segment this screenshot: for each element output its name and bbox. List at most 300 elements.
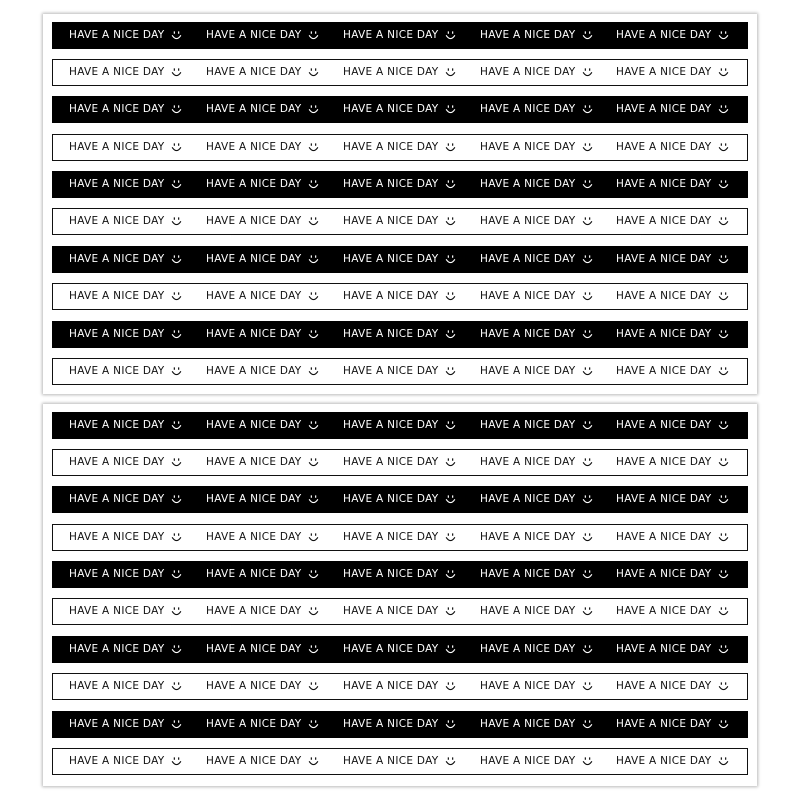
- smiley-icon: [718, 30, 729, 41]
- sticker-label: [69, 209, 182, 234]
- sticker-label-text: HAVE A NICE DAY: [206, 29, 302, 42]
- smiley-icon: [582, 420, 593, 431]
- smiley-icon: [445, 494, 456, 505]
- sticker-label-text: HAVE A NICE DAY: [206, 66, 302, 79]
- sticker-label-text: HAVE A NICE DAY: [480, 643, 576, 656]
- sticker-sheet-2: [43, 404, 757, 786]
- smiley-icon: [171, 420, 182, 431]
- smiley-icon: [171, 179, 182, 190]
- sticker-strip-light: [52, 134, 748, 161]
- sticker-label-text: HAVE A NICE DAY: [616, 328, 712, 341]
- smiley-icon: [308, 681, 319, 692]
- sticker-label-text: HAVE A NICE DAY: [480, 568, 576, 581]
- sticker-label-text: HAVE A NICE DAY: [206, 568, 302, 581]
- sticker-strip-light: [52, 598, 748, 625]
- sticker-label: [343, 749, 456, 774]
- sticker-strip-dark: [52, 711, 748, 738]
- smiley-icon: [718, 569, 729, 580]
- smiley-icon: [582, 719, 593, 730]
- sticker-label-text: HAVE A NICE DAY: [616, 680, 712, 693]
- smiley-icon: [582, 142, 593, 153]
- smiley-icon: [582, 30, 593, 41]
- sticker-label: [206, 561, 319, 588]
- sticker-label-text: HAVE A NICE DAY: [206, 290, 302, 303]
- sticker-label-text: HAVE A NICE DAY: [616, 568, 712, 581]
- sticker-label: [206, 636, 319, 663]
- sticker-label-text: HAVE A NICE DAY: [480, 66, 576, 79]
- sticker-label-text: HAVE A NICE DAY: [616, 141, 712, 154]
- sticker-sheet-1: [43, 14, 757, 394]
- sticker-label-text: HAVE A NICE DAY: [343, 419, 439, 432]
- sticker-label-text: HAVE A NICE DAY: [206, 643, 302, 656]
- smiley-icon: [445, 719, 456, 730]
- sticker-label: [206, 711, 319, 738]
- sticker-label: [69, 412, 182, 439]
- sticker-label-text: HAVE A NICE DAY: [343, 680, 439, 693]
- sticker-label: [343, 636, 456, 663]
- sticker-label-text: HAVE A NICE DAY: [616, 290, 712, 303]
- smiley-icon: [582, 329, 593, 340]
- sticker-label: [343, 412, 456, 439]
- sticker-label-text: HAVE A NICE DAY: [69, 568, 165, 581]
- smiley-icon: [308, 420, 319, 431]
- sticker-label-text: HAVE A NICE DAY: [616, 365, 712, 378]
- sticker-label: [480, 636, 593, 663]
- sticker-label-text: HAVE A NICE DAY: [69, 178, 165, 191]
- smiley-icon: [718, 644, 729, 655]
- smiley-icon: [445, 67, 456, 78]
- smiley-icon: [718, 457, 729, 468]
- smiley-icon: [171, 329, 182, 340]
- sticker-label: [206, 22, 319, 49]
- sticker-label: [206, 486, 319, 513]
- sticker-label: [616, 486, 729, 513]
- smiley-icon: [308, 366, 319, 377]
- sticker-label-text: HAVE A NICE DAY: [616, 419, 712, 432]
- sticker-label-text: HAVE A NICE DAY: [69, 755, 165, 768]
- sticker-label-text: HAVE A NICE DAY: [616, 531, 712, 544]
- smiley-icon: [171, 291, 182, 302]
- sticker-label-text: HAVE A NICE DAY: [616, 178, 712, 191]
- sticker-label-text: HAVE A NICE DAY: [343, 365, 439, 378]
- sticker-label: [69, 60, 182, 85]
- smiley-icon: [171, 569, 182, 580]
- sticker-label-text: HAVE A NICE DAY: [480, 253, 576, 266]
- sticker-label: [480, 284, 593, 309]
- sticker-strip-dark: [52, 412, 748, 439]
- sticker-label-text: HAVE A NICE DAY: [480, 178, 576, 191]
- smiley-icon: [718, 756, 729, 767]
- sticker-label-text: HAVE A NICE DAY: [206, 419, 302, 432]
- sticker-label: [343, 486, 456, 513]
- sticker-label: [480, 749, 593, 774]
- sticker-label-text: HAVE A NICE DAY: [616, 456, 712, 469]
- sticker-label: [69, 636, 182, 663]
- sticker-label: [343, 246, 456, 273]
- sticker-label-text: HAVE A NICE DAY: [69, 419, 165, 432]
- sticker-label-text: HAVE A NICE DAY: [616, 605, 712, 618]
- sticker-label: [69, 561, 182, 588]
- smiley-icon: [718, 216, 729, 227]
- sticker-label: [206, 321, 319, 348]
- smiley-icon: [582, 104, 593, 115]
- sticker-label-text: HAVE A NICE DAY: [616, 103, 712, 116]
- sticker-label-text: HAVE A NICE DAY: [69, 493, 165, 506]
- smiley-icon: [718, 719, 729, 730]
- smiley-icon: [718, 681, 729, 692]
- sticker-label: [69, 284, 182, 309]
- smiley-icon: [445, 606, 456, 617]
- sticker-label-text: HAVE A NICE DAY: [343, 215, 439, 228]
- smiley-icon: [445, 366, 456, 377]
- smiley-icon: [171, 254, 182, 265]
- sticker-label: [69, 674, 182, 699]
- sticker-label-text: HAVE A NICE DAY: [206, 531, 302, 544]
- sticker-label-text: HAVE A NICE DAY: [480, 365, 576, 378]
- sticker-label: [69, 599, 182, 624]
- smiley-icon: [308, 216, 319, 227]
- sticker-label-text: HAVE A NICE DAY: [343, 29, 439, 42]
- sticker-label-text: HAVE A NICE DAY: [343, 141, 439, 154]
- sticker-label: [616, 525, 729, 550]
- smiley-icon: [718, 532, 729, 543]
- sticker-label: [480, 321, 593, 348]
- smiley-icon: [308, 329, 319, 340]
- smiley-icon: [718, 606, 729, 617]
- smiley-icon: [171, 67, 182, 78]
- sticker-label-text: HAVE A NICE DAY: [343, 66, 439, 79]
- sticker-strip-light: [52, 283, 748, 310]
- sticker-label-text: HAVE A NICE DAY: [69, 365, 165, 378]
- smiley-icon: [582, 606, 593, 617]
- sticker-label: [206, 450, 319, 475]
- sticker-label-text: HAVE A NICE DAY: [616, 755, 712, 768]
- sticker-label-text: HAVE A NICE DAY: [343, 253, 439, 266]
- sticker-label-text: HAVE A NICE DAY: [206, 605, 302, 618]
- sticker-label-text: HAVE A NICE DAY: [69, 215, 165, 228]
- smiley-icon: [582, 366, 593, 377]
- sticker-label: [616, 711, 729, 738]
- smiley-icon: [308, 457, 319, 468]
- smiley-icon: [171, 366, 182, 377]
- sticker-label-text: HAVE A NICE DAY: [69, 718, 165, 731]
- sticker-label: [480, 135, 593, 160]
- smiley-icon: [718, 142, 729, 153]
- sticker-strip-light: [52, 449, 748, 476]
- smiley-icon: [445, 30, 456, 41]
- sticker-label-text: HAVE A NICE DAY: [69, 643, 165, 656]
- sticker-label-text: HAVE A NICE DAY: [343, 755, 439, 768]
- sticker-label: [616, 561, 729, 588]
- sticker-label-text: HAVE A NICE DAY: [343, 718, 439, 731]
- sticker-strip-light: [52, 524, 748, 551]
- sticker-label: [616, 321, 729, 348]
- sticker-label-text: HAVE A NICE DAY: [206, 456, 302, 469]
- sticker-label-text: HAVE A NICE DAY: [206, 253, 302, 266]
- smiley-icon: [308, 494, 319, 505]
- smiley-icon: [718, 179, 729, 190]
- smiley-icon: [582, 179, 593, 190]
- smiley-icon: [445, 532, 456, 543]
- sticker-label: [69, 22, 182, 49]
- sticker-label-text: HAVE A NICE DAY: [480, 456, 576, 469]
- sticker-label: [616, 674, 729, 699]
- smiley-icon: [308, 254, 319, 265]
- smiley-icon: [582, 681, 593, 692]
- smiley-icon: [718, 420, 729, 431]
- smiley-icon: [582, 644, 593, 655]
- sticker-label-text: HAVE A NICE DAY: [616, 493, 712, 506]
- smiley-icon: [445, 291, 456, 302]
- sticker-label: [616, 450, 729, 475]
- sticker-label: [616, 246, 729, 273]
- smiley-icon: [308, 644, 319, 655]
- sticker-label-text: HAVE A NICE DAY: [69, 456, 165, 469]
- sticker-label: [616, 749, 729, 774]
- sticker-label-text: HAVE A NICE DAY: [480, 605, 576, 618]
- sticker-label: [480, 525, 593, 550]
- smiley-icon: [171, 216, 182, 227]
- sticker-label-text: HAVE A NICE DAY: [69, 328, 165, 341]
- smiley-icon: [171, 494, 182, 505]
- sticker-label-text: HAVE A NICE DAY: [69, 29, 165, 42]
- sticker-label: [343, 209, 456, 234]
- smiley-icon: [445, 104, 456, 115]
- smiley-icon: [171, 104, 182, 115]
- sticker-label: [206, 674, 319, 699]
- sticker-label-text: HAVE A NICE DAY: [480, 680, 576, 693]
- sticker-label: [616, 22, 729, 49]
- smiley-icon: [171, 756, 182, 767]
- sticker-label: [206, 60, 319, 85]
- sticker-strip-dark: [52, 22, 748, 49]
- sticker-label: [343, 321, 456, 348]
- smiley-icon: [718, 494, 729, 505]
- sticker-label: [343, 60, 456, 85]
- sticker-label-text: HAVE A NICE DAY: [343, 103, 439, 116]
- sticker-label: [206, 749, 319, 774]
- sticker-label: [206, 284, 319, 309]
- sticker-strip-dark: [52, 636, 748, 663]
- sticker-label-text: HAVE A NICE DAY: [616, 215, 712, 228]
- smiley-icon: [308, 291, 319, 302]
- sticker-label: [480, 171, 593, 198]
- sticker-label-text: HAVE A NICE DAY: [616, 718, 712, 731]
- sticker-label-text: HAVE A NICE DAY: [616, 29, 712, 42]
- sticker-label: [343, 674, 456, 699]
- sticker-label-text: HAVE A NICE DAY: [480, 328, 576, 341]
- sticker-label: [616, 60, 729, 85]
- sticker-label: [206, 96, 319, 123]
- smiley-icon: [445, 681, 456, 692]
- sticker-label: [616, 171, 729, 198]
- sticker-label-text: HAVE A NICE DAY: [480, 419, 576, 432]
- sticker-label-text: HAVE A NICE DAY: [480, 531, 576, 544]
- smiley-icon: [582, 291, 593, 302]
- sticker-label: [343, 359, 456, 384]
- sticker-label-text: HAVE A NICE DAY: [69, 66, 165, 79]
- sticker-label: [480, 412, 593, 439]
- sticker-label-text: HAVE A NICE DAY: [616, 66, 712, 79]
- sticker-label-text: HAVE A NICE DAY: [343, 290, 439, 303]
- sticker-label: [480, 60, 593, 85]
- smiley-icon: [718, 67, 729, 78]
- sticker-label: [69, 450, 182, 475]
- smiley-icon: [308, 30, 319, 41]
- sticker-label: [343, 22, 456, 49]
- smiley-icon: [171, 142, 182, 153]
- sticker-label-text: HAVE A NICE DAY: [206, 328, 302, 341]
- sticker-label-text: HAVE A NICE DAY: [69, 253, 165, 266]
- sticker-label: [206, 135, 319, 160]
- sticker-label-text: HAVE A NICE DAY: [69, 605, 165, 618]
- sticker-label-text: HAVE A NICE DAY: [69, 141, 165, 154]
- sticker-label-text: HAVE A NICE DAY: [343, 643, 439, 656]
- smiley-icon: [171, 719, 182, 730]
- smiley-icon: [582, 457, 593, 468]
- sticker-label-text: HAVE A NICE DAY: [480, 493, 576, 506]
- smiley-icon: [445, 142, 456, 153]
- sticker-label-text: HAVE A NICE DAY: [69, 290, 165, 303]
- smiley-icon: [582, 67, 593, 78]
- smiley-icon: [718, 104, 729, 115]
- sticker-label: [206, 246, 319, 273]
- sticker-label-text: HAVE A NICE DAY: [616, 253, 712, 266]
- smiley-icon: [171, 681, 182, 692]
- sticker-label-text: HAVE A NICE DAY: [206, 680, 302, 693]
- sticker-label: [343, 135, 456, 160]
- sticker-label: [343, 284, 456, 309]
- sticker-strip-light: [52, 673, 748, 700]
- sticker-label: [69, 135, 182, 160]
- sticker-label-text: HAVE A NICE DAY: [343, 531, 439, 544]
- sticker-strip-light: [52, 59, 748, 86]
- sticker-label: [343, 599, 456, 624]
- smiley-icon: [171, 457, 182, 468]
- smiley-icon: [718, 366, 729, 377]
- sticker-label-text: HAVE A NICE DAY: [206, 178, 302, 191]
- sticker-label: [480, 711, 593, 738]
- sticker-label-text: HAVE A NICE DAY: [480, 718, 576, 731]
- sticker-label-text: HAVE A NICE DAY: [206, 755, 302, 768]
- smiley-icon: [171, 30, 182, 41]
- smiley-icon: [582, 494, 593, 505]
- sticker-label-text: HAVE A NICE DAY: [343, 568, 439, 581]
- sticker-label: [480, 561, 593, 588]
- sticker-label: [343, 96, 456, 123]
- smiley-icon: [718, 254, 729, 265]
- sticker-label: [343, 450, 456, 475]
- sticker-label: [69, 321, 182, 348]
- smiley-icon: [445, 254, 456, 265]
- sticker-label: [69, 246, 182, 273]
- smiley-icon: [308, 142, 319, 153]
- smiley-icon: [718, 291, 729, 302]
- sticker-label-text: HAVE A NICE DAY: [343, 605, 439, 618]
- sticker-label: [206, 359, 319, 384]
- sticker-label: [480, 22, 593, 49]
- sticker-label: [69, 711, 182, 738]
- sticker-strip-light: [52, 748, 748, 775]
- smiley-icon: [308, 606, 319, 617]
- sticker-label: [616, 284, 729, 309]
- smiley-icon: [582, 216, 593, 227]
- smiley-icon: [445, 216, 456, 227]
- sticker-strip-dark: [52, 96, 748, 123]
- sticker-label-text: HAVE A NICE DAY: [480, 755, 576, 768]
- sticker-label: [206, 171, 319, 198]
- sticker-label: [480, 209, 593, 234]
- smiley-icon: [445, 756, 456, 767]
- smiley-icon: [445, 457, 456, 468]
- smiley-icon: [308, 104, 319, 115]
- sticker-label-text: HAVE A NICE DAY: [480, 103, 576, 116]
- sticker-label-text: HAVE A NICE DAY: [69, 531, 165, 544]
- sticker-label: [69, 96, 182, 123]
- sticker-label: [69, 486, 182, 513]
- sticker-label: [616, 96, 729, 123]
- sticker-label: [206, 525, 319, 550]
- sticker-label: [206, 412, 319, 439]
- sticker-label: [69, 359, 182, 384]
- sticker-label: [616, 135, 729, 160]
- smiley-icon: [718, 329, 729, 340]
- smiley-icon: [582, 254, 593, 265]
- smiley-icon: [445, 329, 456, 340]
- sticker-label: [480, 450, 593, 475]
- sticker-label: [69, 171, 182, 198]
- sticker-label-text: HAVE A NICE DAY: [343, 178, 439, 191]
- smiley-icon: [171, 532, 182, 543]
- smiley-icon: [445, 420, 456, 431]
- sticker-label-text: HAVE A NICE DAY: [480, 29, 576, 42]
- smiley-icon: [582, 569, 593, 580]
- sticker-label-text: HAVE A NICE DAY: [480, 290, 576, 303]
- sticker-strip-dark: [52, 246, 748, 273]
- sticker-label-text: HAVE A NICE DAY: [616, 643, 712, 656]
- sticker-label-text: HAVE A NICE DAY: [69, 103, 165, 116]
- smiley-icon: [582, 532, 593, 543]
- smiley-icon: [171, 606, 182, 617]
- sticker-strip-dark: [52, 171, 748, 198]
- sticker-label-text: HAVE A NICE DAY: [206, 103, 302, 116]
- smiley-icon: [308, 756, 319, 767]
- sticker-label-text: HAVE A NICE DAY: [206, 718, 302, 731]
- sticker-label-text: HAVE A NICE DAY: [206, 215, 302, 228]
- sticker-label-text: HAVE A NICE DAY: [343, 328, 439, 341]
- smiley-icon: [308, 179, 319, 190]
- smiley-icon: [308, 532, 319, 543]
- sticker-label: [616, 209, 729, 234]
- smiley-icon: [582, 756, 593, 767]
- sticker-label-text: HAVE A NICE DAY: [480, 141, 576, 154]
- sticker-label: [343, 171, 456, 198]
- sticker-label: [480, 674, 593, 699]
- sticker-strip-dark: [52, 561, 748, 588]
- sticker-label: [206, 599, 319, 624]
- sticker-label: [480, 246, 593, 273]
- smiley-icon: [308, 719, 319, 730]
- sticker-label-text: HAVE A NICE DAY: [343, 493, 439, 506]
- smiley-icon: [445, 569, 456, 580]
- smiley-icon: [171, 644, 182, 655]
- sticker-label: [343, 561, 456, 588]
- sticker-label-text: HAVE A NICE DAY: [206, 365, 302, 378]
- sticker-label: [343, 525, 456, 550]
- sticker-label-text: HAVE A NICE DAY: [480, 215, 576, 228]
- smiley-icon: [445, 644, 456, 655]
- sticker-strip-dark: [52, 321, 748, 348]
